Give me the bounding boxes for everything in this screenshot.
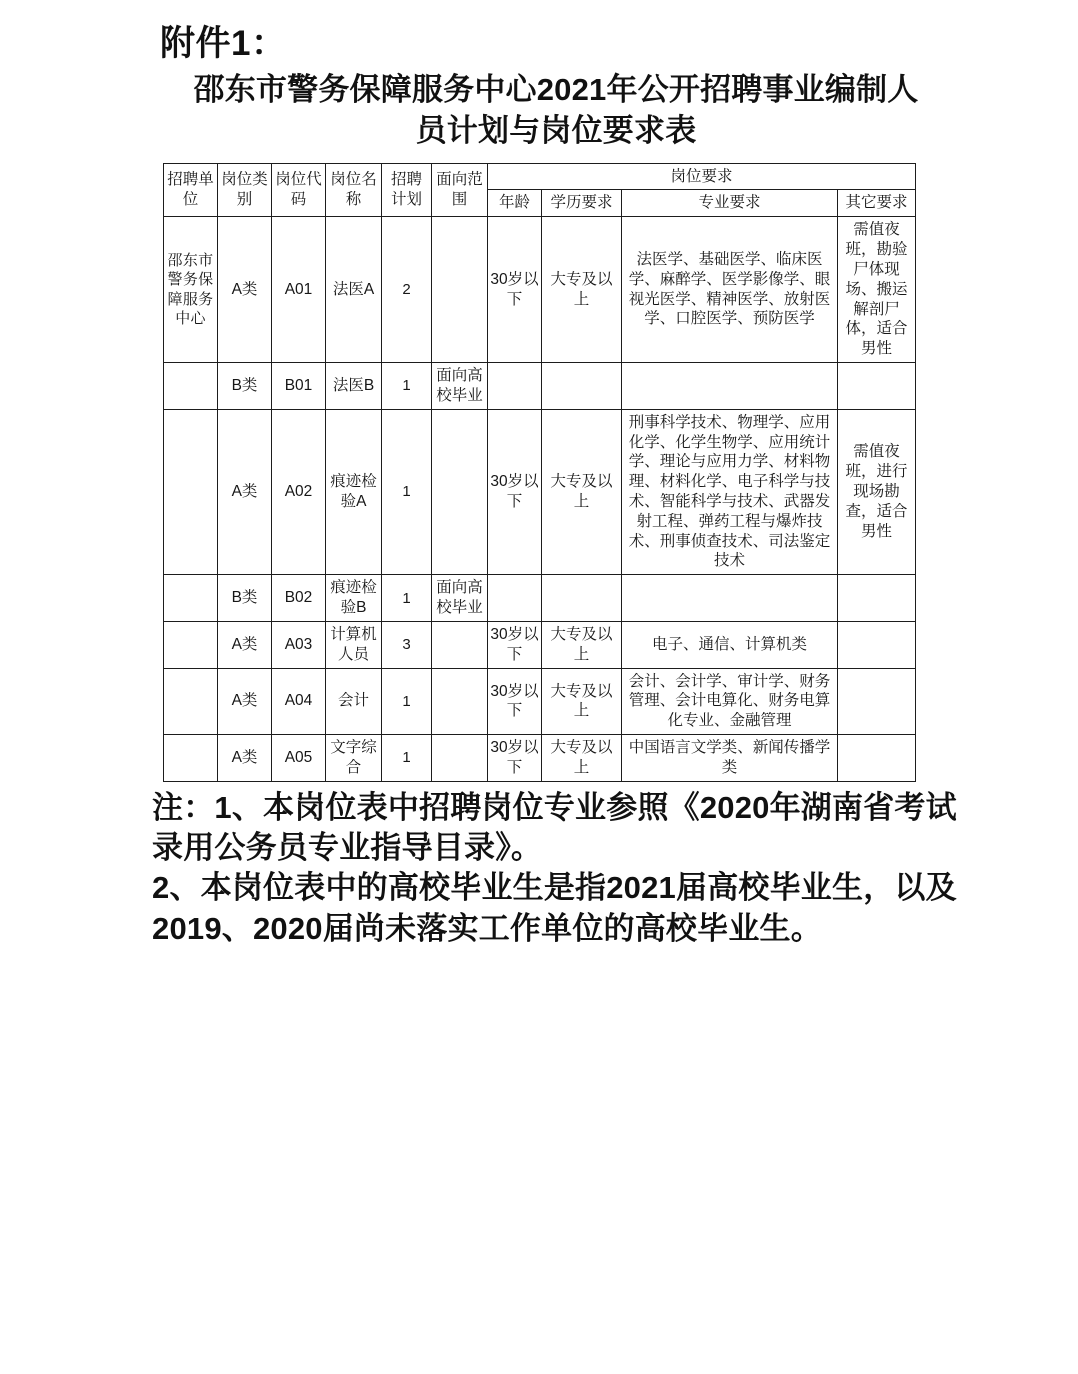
table-row: [164, 621, 916, 668]
cell-major: [622, 575, 838, 622]
cell-unit: [164, 575, 218, 622]
cell-plan: 1: [382, 735, 432, 782]
cell-scope: 面向高校毕业: [432, 575, 488, 622]
th-plan: 招聘计划: [382, 163, 432, 217]
cell-unit: [164, 409, 218, 575]
cell-other: 需值夜班，进行现场勘查，适合男性: [838, 409, 916, 575]
cell-category: A类: [218, 621, 272, 668]
th-code: 岗位代码: [272, 163, 326, 217]
cell-education: 大专及以上: [542, 735, 622, 782]
cell-education: 大专及以上: [542, 621, 622, 668]
cell-unit: 邵东市警务保障服务中心: [164, 217, 218, 363]
table-row: [164, 409, 916, 575]
cell-code: B02: [272, 575, 326, 622]
attachment-label: 附件1：: [160, 24, 287, 63]
note-item-1: 注：1、本岗位表中招聘岗位专业参照《2020年湖南省考试录用公务员专业指导目录》。: [152, 789, 957, 866]
th-category: 岗位类别: [218, 163, 272, 217]
cell-education: 大专及以上: [542, 217, 622, 363]
th-unit: 招聘单位: [164, 163, 218, 217]
cell-category: A类: [218, 409, 272, 575]
cell-major: [622, 363, 838, 410]
th-scope: 面向范围: [432, 163, 488, 217]
cell-name: 文字综合: [326, 735, 382, 782]
cell-unit: [164, 735, 218, 782]
cell-code: A05: [272, 735, 326, 782]
document-header: [0, 0, 1078, 152]
cell-major: 法医学、基础医学、临床医学、麻醉学、医学影像学、眼视光医学、精神医学、放射医学、口腔医学、预防医学: [622, 217, 838, 363]
cell-category: B类: [218, 575, 272, 622]
cell-unit: [164, 621, 218, 668]
cell-age: [488, 363, 542, 410]
cell-other: [838, 363, 916, 410]
cell-name: 痕迹检验B: [326, 575, 382, 622]
th-age: 年龄: [488, 190, 542, 217]
cell-plan: 1: [382, 409, 432, 575]
table-row: [164, 735, 916, 782]
cell-major: 刑事科学技术、物理学、应用化学、化学生物学、应用统计学、理论与应用力学、材料物理、材料化学、电子科学与技术、智能科学与技术、武器发射工程、弹药工程与爆炸技术、刑事侦查技术、司法鉴定技术: [622, 409, 838, 575]
cell-age: 30岁以下: [488, 409, 542, 575]
recruitment-plan-table: [163, 163, 916, 782]
cell-major: 电子、通信、计算机类: [622, 621, 838, 668]
cell-scope: [432, 668, 488, 734]
cell-other: 需值夜班，勘验尸体现场、搬运解剖尸体，适合男性: [838, 217, 916, 363]
cell-code: A02: [272, 409, 326, 575]
cell-scope: [432, 735, 488, 782]
cell-category: A类: [218, 735, 272, 782]
notes-section: [0, 788, 1078, 949]
note-item-2: 2、本岗位表中的高校毕业生是指2021届高校毕业生，以及2019、2020届尚未落实工作单位的高校毕业生。: [152, 870, 957, 946]
cell-plan: 1: [382, 363, 432, 410]
cell-age: 30岁以下: [488, 668, 542, 734]
cell-name: 法医A: [326, 217, 382, 363]
cell-age: [488, 575, 542, 622]
cell-code: A01: [272, 217, 326, 363]
cell-unit: [164, 668, 218, 734]
table-head: [164, 163, 916, 217]
cell-age: 30岁以下: [488, 735, 542, 782]
cell-age: 30岁以下: [488, 621, 542, 668]
cell-age: 30岁以下: [488, 217, 542, 363]
cell-name: 会计: [326, 668, 382, 734]
cell-code: B01: [272, 363, 326, 410]
cell-name: 法医B: [326, 363, 382, 410]
cell-scope: [432, 217, 488, 363]
cell-scope: [432, 409, 488, 575]
cell-other: [838, 668, 916, 734]
cell-code: A04: [272, 668, 326, 734]
cell-plan: 1: [382, 668, 432, 734]
page-title: 邵东市警务保障服务中心2021年公开招聘事业编制人员计划与岗位要求表: [193, 71, 919, 148]
cell-scope: [432, 621, 488, 668]
cell-education: 大专及以上: [542, 668, 622, 734]
table-row: [164, 575, 916, 622]
table-row: [164, 217, 916, 363]
cell-major: 会计、会计学、审计学、财务管理、会计电算化、财务电算化专业、金融管理: [622, 668, 838, 734]
cell-plan: 1: [382, 575, 432, 622]
cell-category: A类: [218, 668, 272, 734]
cell-name: 痕迹检验A: [326, 409, 382, 575]
th-education: 学历要求: [542, 190, 622, 217]
th-requirements-group: 岗位要求: [488, 163, 916, 190]
cell-name: 计算机人员: [326, 621, 382, 668]
cell-unit: [164, 363, 218, 410]
cell-plan: 3: [382, 621, 432, 668]
table-row: [164, 363, 916, 410]
header-row-top: [164, 163, 916, 190]
cell-other: [838, 621, 916, 668]
cell-code: A03: [272, 621, 326, 668]
th-name: 岗位名称: [326, 163, 382, 217]
th-other: 其它要求: [838, 190, 916, 217]
table-row: [164, 668, 916, 734]
cell-education: [542, 363, 622, 410]
cell-category: B类: [218, 363, 272, 410]
recruitment-plan-table-wrap: [163, 163, 915, 782]
cell-major: 中国语言文学类、新闻传播学类: [622, 735, 838, 782]
cell-education: [542, 575, 622, 622]
th-major: 专业要求: [622, 190, 838, 217]
cell-scope: 面向高校毕业: [432, 363, 488, 410]
table-body: [164, 217, 916, 782]
cell-education: 大专及以上: [542, 409, 622, 575]
cell-other: [838, 735, 916, 782]
cell-plan: 2: [382, 217, 432, 363]
cell-other: [838, 575, 916, 622]
cell-category: A类: [218, 217, 272, 363]
